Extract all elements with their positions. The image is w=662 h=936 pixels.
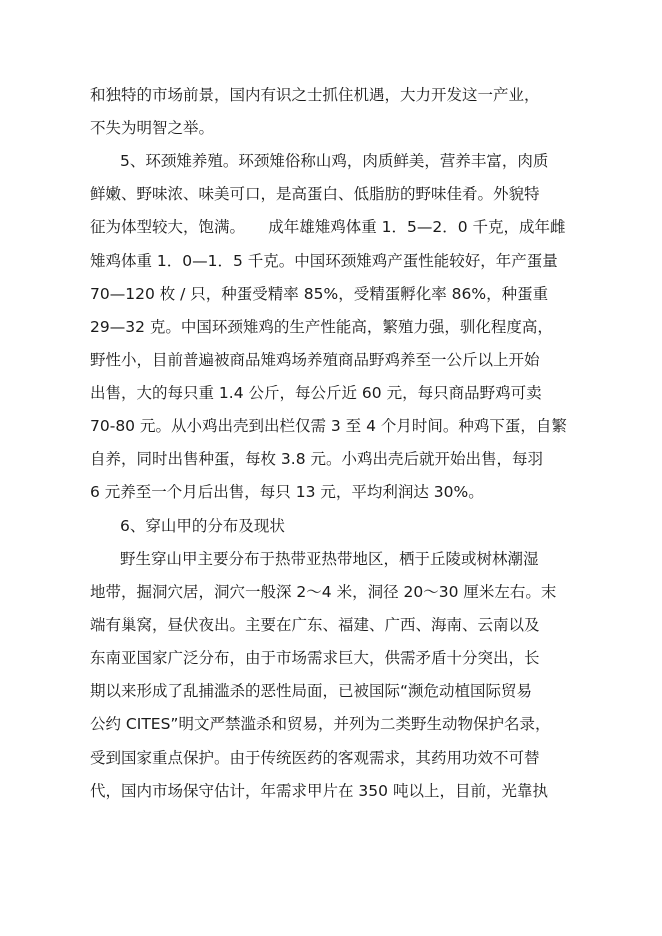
text-line: 受到国家重点保护。由于传统医药的客观需求，其药用功效不可替 bbox=[90, 749, 540, 767]
text-line: 出售，大的每只重 1.4 公斤，每公斤近 60 元，每只商品野鸡可卖 bbox=[90, 384, 542, 402]
text-line: 野性小，目前普遍被商品雉鸡场养殖商品野鸡养至一公斤以上开始 bbox=[90, 351, 540, 369]
text-line: 70—120 枚 / 只，种蛋受精率 85%，受精蛋孵化率 86%，种蛋重 bbox=[90, 285, 549, 303]
text-line: 地带，掘洞穴居，洞穴一般深 2～4 米，洞径 20～30 厘米左右。末 bbox=[90, 583, 557, 601]
text-line: 东南亚国家广泛分布，由于市场需求巨大，供需矛盾十分突出，长 bbox=[90, 649, 540, 667]
text-line: 雉鸡体重 1．0—1．5 千克。中国环颈雉鸡产蛋性能较好，年产蛋量 bbox=[90, 252, 558, 270]
text-line: 自养，同时出售种蛋，每枚 3.8 元。小鸡出壳后就开始出售，每羽 bbox=[90, 450, 544, 468]
text-line: 代，国内市场保守估计，年需求甲片在 350 吨以上，目前，光靠执 bbox=[90, 782, 548, 800]
text-line: 端有巢窝，昼伏夜出。主要在广东、福建、广西、海南、云南以及 bbox=[90, 616, 540, 634]
text-line: 70-80 元。从小鸡出壳到出栏仅需 3 至 4 个月时间。种鸡下蛋，自繁 bbox=[90, 417, 567, 435]
text-line: 不失为明智之举。 bbox=[90, 119, 215, 137]
text-line: 征为体型较大，饱满。 成年雄雉鸡体重 1．5—2．0 千克，成年雌 bbox=[90, 218, 566, 236]
text-line: 期以来形成了乱捕滥杀的恶性局面，已被国际“濒危动植国际贸易 bbox=[90, 682, 533, 700]
text-line: 29—32 克。中国环颈雉鸡的生产性能高，繁殖力强，驯化程度高， bbox=[90, 318, 553, 336]
text-line: 6 元养至一个月后出售，每只 13 元，平均利润达 30%。 bbox=[90, 483, 484, 501]
text-line: 和独特的市场前景，国内有识之士抓住机遇，大力开发这一产业， bbox=[90, 86, 540, 104]
text-line: 野生穿山甲主要分布于热带亚热带地区，栖于丘陵或树林潮湿 bbox=[120, 550, 539, 568]
section-heading-text: 5、环颈雉养殖。环颈雉俗称山鸡，肉质鲜美，营养丰富，肉质 bbox=[120, 152, 549, 170]
text-line: 鲜嫩、野味浓、味美可口，是高蛋白、低脂肪的野味佳肴。外貌特 bbox=[90, 185, 540, 203]
text-line: 公约 CITES”明文严禁滥杀和贸易，并列为二类野生动物保护名录， bbox=[90, 715, 551, 733]
section-heading: 6、穿山甲的分布及现状 bbox=[120, 517, 285, 535]
